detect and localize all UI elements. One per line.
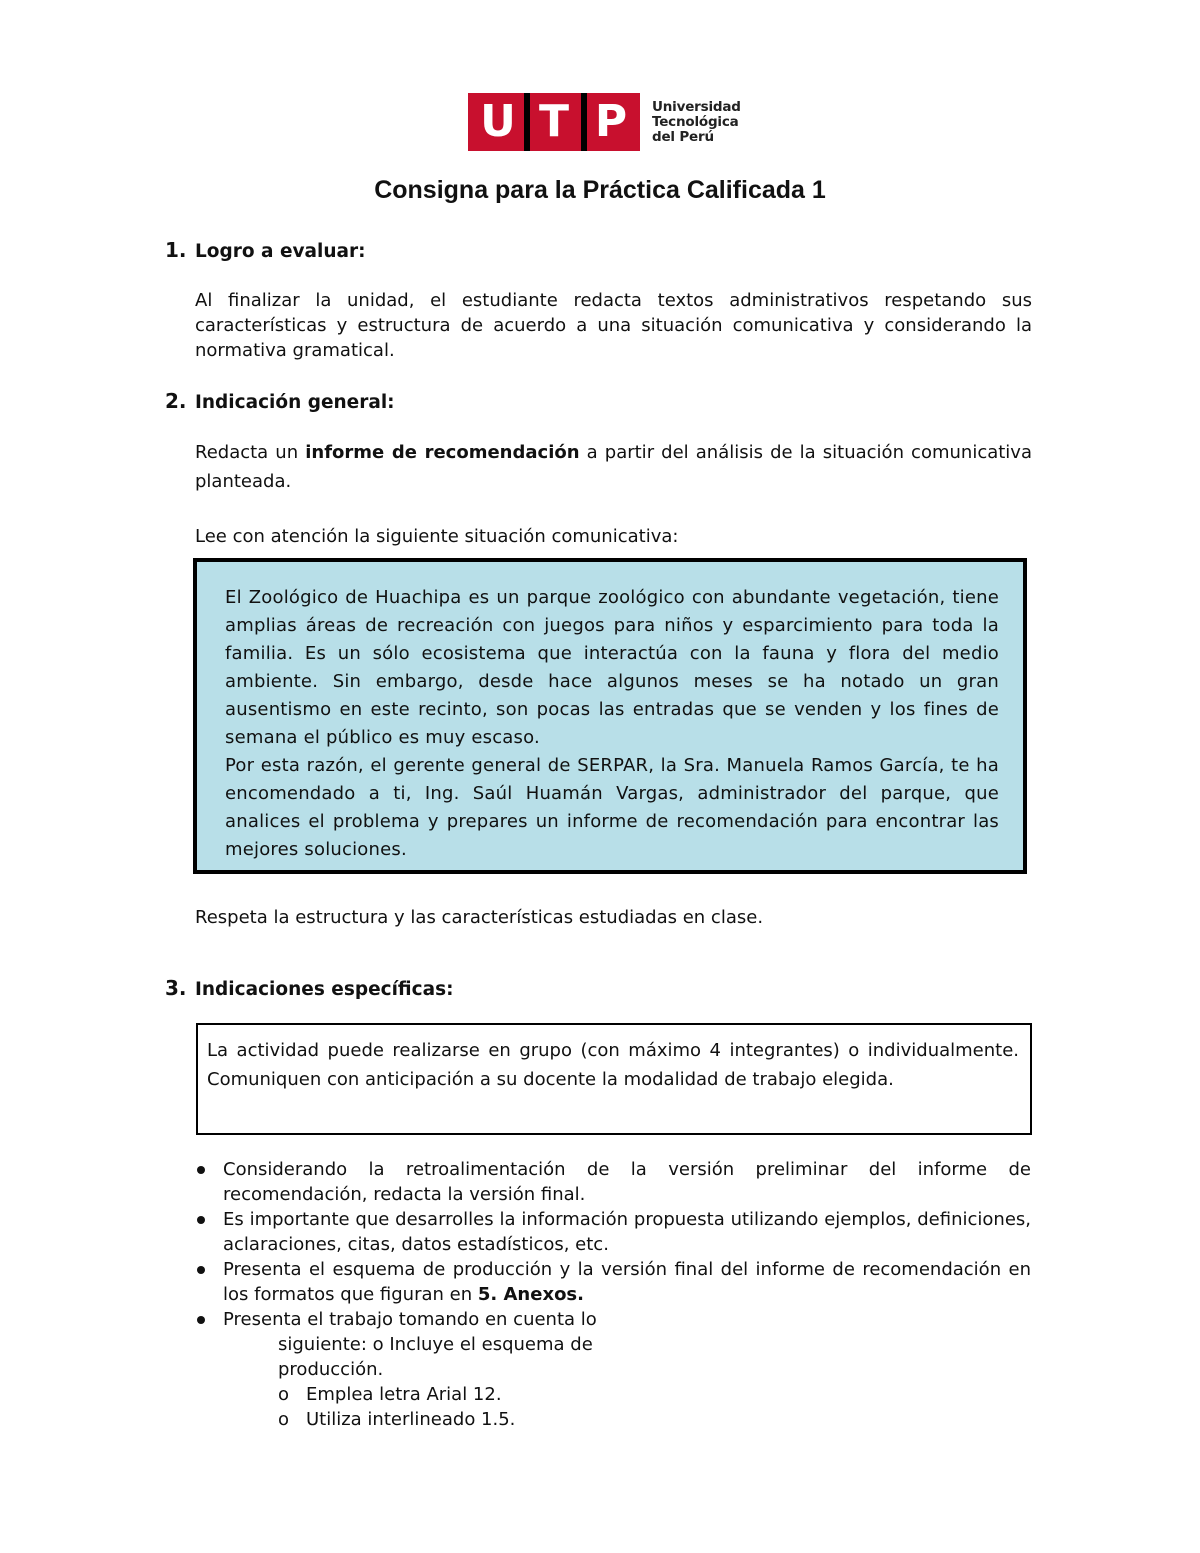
instructions-list [195, 1157, 1035, 1432]
bullet-icon [197, 1266, 205, 1274]
list-item-text: Presenta el trabajo tomando en cuenta lo [223, 1309, 597, 1330]
respeta-instruction: Respeta la estructura y las características estudiadas en clase. [195, 907, 764, 928]
list-item-text [223, 1257, 1031, 1307]
logo-letter-t: T [538, 96, 569, 147]
utp-logo [468, 93, 741, 151]
section-heading-2 [165, 389, 395, 413]
logo-mark [468, 93, 640, 151]
sub-list-item-text: Utiliza interlineado 1.5. [306, 1409, 516, 1430]
section-heading-3 [165, 976, 454, 1000]
document-title: Consigna para la Práctica Calificada 1 [374, 176, 826, 204]
situation-paragraph-1: El Zoológico de Huachipa es un parque zoológico con abundante vegetación, tiene amplias áreas de recreación con juegos para niños y esparcimiento para toda la familia. Es un sólo ecosistema que interactúa con la fauna y flora del medio ambiente. Sin embargo, desde hace algunos meses se ha notado un gran ausentismo en este recinto, son pocas las entradas que se venden y los fines de semana el público es muy escaso. [225, 587, 999, 748]
sub-list-item-text: Emplea letra Arial 12. [306, 1384, 502, 1405]
section-heading-1 [165, 238, 366, 262]
sub-bullet-icon: o [278, 1409, 290, 1430]
list-item-continuation: producción. [278, 1359, 384, 1380]
list-item-continuation: siguiente: o Incluye el esquema de [278, 1334, 593, 1355]
lee-instruction: Lee con atención la siguiente situación comunicativa: [195, 526, 679, 547]
bullet-icon [197, 1216, 205, 1224]
section-number: 3. [165, 976, 187, 1000]
logo-name-line2: Tecnológica [652, 113, 739, 130]
list-item-text: Considerando la retroalimentación de la versión preliminar del informe de recomendación, redacta la versión final. [223, 1159, 1031, 1205]
indicacion-pre: Redacta un [195, 442, 299, 463]
logo-letter-p: P [594, 96, 628, 147]
activity-text: La actividad puede realizarse en grupo (con máximo 4 integrantes) o individualmente. Comuniquen con anticipación a su docente la modalidad de trabajo elegida. [207, 1040, 1019, 1090]
logo-name-line3: del Perú [652, 128, 714, 145]
sub-bullet-icon: o [278, 1384, 290, 1405]
list-item [195, 1257, 1035, 1307]
logo-letter-u: U [480, 96, 516, 147]
section-title: Logro a evaluar: [195, 241, 366, 262]
list-item [195, 1207, 1035, 1257]
list-item [195, 1157, 1035, 1207]
section-title: Indicación general: [195, 392, 395, 413]
section-number: 1. [165, 238, 187, 262]
sub-list-item [195, 1407, 1035, 1432]
list-item [195, 1307, 1035, 1332]
activity-box [196, 1023, 1032, 1135]
sub-list-item [195, 1382, 1035, 1407]
bullet-icon [197, 1166, 205, 1174]
situation-box [193, 558, 1027, 874]
situation-text [225, 584, 999, 864]
logo-wordmark [652, 100, 741, 145]
situation-paragraph-2: Por esta razón, el gerente general de SERPAR, la Sra. Manuela Ramos García, te ha encomendado a ti, Ing. Saúl Huamán Vargas, administrador del parque, que analices el problema y prepares un informe de recomendación para encontrar las mejores soluciones. [225, 755, 999, 860]
section-title: Indicaciones específicas: [195, 979, 454, 1000]
anexos-reference: 5. Anexos. [477, 1284, 584, 1305]
indicacion-bold: informe de recomendación [305, 442, 580, 463]
list-item-text: Es importante que desarrolles la información propuesta utilizando ejemplos, definiciones, aclaraciones, citas, datos estadísticos, etc. [223, 1209, 1031, 1255]
section-number: 2. [165, 389, 187, 413]
logo-name-line1: Universidad [652, 98, 741, 115]
list-item-text-pre: Presenta el esquema de producción y la versión final del informe de recomendación en los formatos que figuran en [223, 1259, 1031, 1305]
indicacion-post: a partir del análisis de la situación comunicativa planteada. [195, 442, 1032, 492]
indicacion-paragraph [195, 438, 1032, 496]
bullet-icon [197, 1316, 205, 1324]
logro-paragraph: Al finalizar la unidad, el estudiante redacta textos administrativos respetando sus características y estructura de acuerdo a una situación comunicativa y considerando la normativa gramatical. [195, 290, 1032, 361]
